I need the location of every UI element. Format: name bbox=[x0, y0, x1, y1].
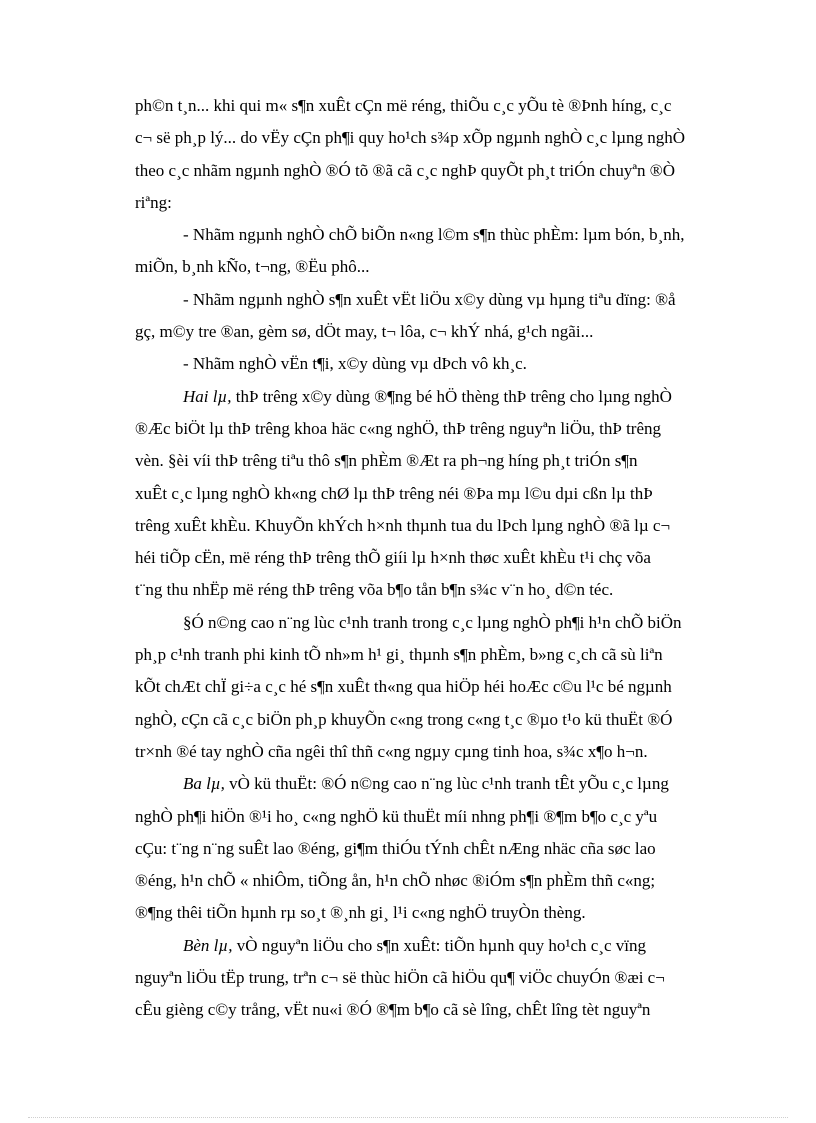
line-text: ®Æc biÖt lµ thÞ trêng khoa häc c«ng nghÖ, thÞ trêng nguyªn liÖu, thÞ trêng bbox=[135, 418, 662, 438]
text-line bbox=[135, 348, 765, 380]
line-text: riªng: bbox=[135, 192, 172, 212]
text-line bbox=[135, 187, 765, 219]
text-line bbox=[135, 962, 765, 994]
line-text: tr×nh ®é tay nghÒ cña ngêi thî thñ c«ng ngµy cµng tinh hoa, s¾c x¶o h¬n. bbox=[135, 741, 648, 761]
page-bottom-border bbox=[28, 1117, 788, 1118]
text-line bbox=[135, 478, 765, 510]
text-line bbox=[135, 122, 765, 154]
text-line bbox=[135, 930, 765, 962]
text-line bbox=[135, 155, 765, 187]
text-line bbox=[135, 381, 765, 413]
italic-lead: Ba lµ, bbox=[183, 774, 225, 794]
line-text: cÊu gièng c©y trång, vËt nu«i ®Ó ®¶m b¶o cã sè lîng, chÊt lîng tèt nguyªn bbox=[135, 1000, 651, 1020]
italic-lead: Hai lµ, bbox=[183, 386, 232, 406]
document-body bbox=[135, 90, 765, 1027]
text-line bbox=[135, 90, 765, 122]
text-line bbox=[135, 413, 765, 445]
text-line bbox=[135, 671, 765, 703]
text-line bbox=[135, 219, 765, 251]
text-line bbox=[135, 801, 765, 833]
text-line bbox=[135, 284, 765, 316]
text-line bbox=[135, 510, 765, 542]
text-line bbox=[135, 994, 765, 1026]
line-text: gç, m©y tre ®an, gèm sø, dÖt may, t¬ lôa, c¬ khÝ nhá, g¹ch ngãi... bbox=[135, 322, 594, 342]
line-text: miÕn, b¸nh kÑo, t¬ng, ®Ëu phô... bbox=[135, 257, 370, 277]
text-line bbox=[135, 833, 765, 865]
text-line bbox=[135, 865, 765, 897]
text-line bbox=[135, 639, 765, 671]
line-text: kÕt chÆt chÏ gi÷a c¸c hé s¶n xuÊt th«ng qua hiÖp héi hoÆc c©u l¹c bé ngµnh bbox=[135, 677, 672, 697]
italic-lead: Bèn lµ, bbox=[183, 935, 233, 955]
line-text: vèn. §èi víi thÞ trêng tiªu thô s¶n phÈm ®Æt ra ph¬ng híng ph¸t triÓn s¶n bbox=[135, 451, 638, 471]
line-text: nghÒ ph¶i hiÖn ®¹i ho¸ c«ng nghÖ kü thuËt míi nhng ph¶i ®¶m b¶o c¸c yªu bbox=[135, 806, 658, 826]
line-text: ®éng, h¹n chÕ « nhiÔm, tiÕng ån, h¹n chÕ nhøc ®iÓm s¶n phÈm thñ c«ng; bbox=[135, 871, 656, 891]
line-text: - Nhãm nghÒ vËn t¶i, x©y dùng vµ dÞch vô kh¸c. bbox=[183, 354, 527, 374]
line-text: thÞ trêng x©y dùng ®¶ng bé hÖ thèng thÞ trêng cho lµng nghÒ bbox=[231, 386, 672, 406]
text-line bbox=[135, 704, 765, 736]
text-line bbox=[135, 542, 765, 574]
line-text: héi tiÕp cËn, më réng thÞ trêng thÕ giíi lµ h×nh thøc xuÊt khÈu t¹i chç võa bbox=[135, 548, 651, 568]
text-line bbox=[135, 574, 765, 606]
line-text: - Nhãm ngµnh nghÒ chÕ biÕn n«ng l©m s¶n thùc phÈm: lµm bón, b¸nh, bbox=[183, 225, 685, 245]
text-line bbox=[135, 768, 765, 800]
line-text: trêng xuÊt khÈu. KhuyÕn khÝch h×nh thµnh tua du lÞch lµng nghÒ ®ã lµ c¬ bbox=[135, 515, 671, 535]
line-text: §Ó n©ng cao n¨ng lùc c¹nh tranh trong c¸c lµng nghÒ ph¶i h¹n chÕ biÖn bbox=[183, 612, 682, 632]
text-line bbox=[135, 445, 765, 477]
line-text: ph©n t¸n... khi qui m« s¶n xuÊt cÇn më réng, thiÕu c¸c yÕu tè ®Þnh híng, c¸c bbox=[135, 96, 672, 115]
text-line bbox=[135, 897, 765, 929]
text-line bbox=[135, 316, 765, 348]
line-text: nghÒ, cÇn cã c¸c biÖn ph¸p khuyÕn c«ng trong c«ng t¸c ®µo t¹o kü thuËt ®Ó bbox=[135, 709, 673, 729]
text-line bbox=[135, 736, 765, 768]
line-text: c¬ së ph¸p lý... do vËy cÇn ph¶i quy ho¹ch s¾p xÕp ngµnh nghÒ c¸c lµng nghÒ bbox=[135, 128, 686, 148]
line-text: ph¸p c¹nh tranh phi kinh tÕ nh»m h¹ gi¸ thµnh s¶n phÈm, b»ng c¸ch cã sù liªn bbox=[135, 645, 663, 665]
line-text: xuÊt c¸c lµng nghÒ kh«ng chØ lµ thÞ trêng néi ®Þa mµ l©u dµi cßn lµ thÞ bbox=[135, 483, 653, 503]
line-text: vÒ nguyªn liÖu cho s¶n xuÊt: tiÕn hµnh quy ho¹ch c¸c vïng bbox=[232, 935, 646, 955]
text-line bbox=[135, 251, 765, 283]
text-line bbox=[135, 607, 765, 639]
line-text: vÒ kü thuËt: ®Ó n©ng cao n¨ng lùc c¹nh tranh tÊt yÕu c¸c lµng bbox=[224, 774, 669, 794]
line-text: theo c¸c nhãm ngµnh nghÒ ®Ó tõ ®ã cã c¸c nghÞ quyÕt ph¸t triÓn chuyªn ®Ò bbox=[135, 160, 675, 180]
line-text: cÇu: t¨ng n¨ng suÊt lao ®éng, gi¶m thiÓu tÝnh chÊt nÆng nhäc cña søc lao bbox=[135, 838, 656, 858]
line-text: nguyªn liÖu tËp trung, trªn c¬ së thùc hiÖn cã hiÖu qu¶ viÖc chuyÓn ®æi c¬ bbox=[135, 968, 665, 988]
line-text: t¨ng thu nhËp më réng thÞ trêng võa b¶o tån b¶n s¾c v¨n ho¸ d©n téc. bbox=[135, 580, 614, 600]
line-text: ®¶ng thêi tiÕn hµnh rµ so¸t ®¸nh gi¸ l¹i c«ng nghÖ truyÒn thèng. bbox=[135, 903, 586, 923]
line-text: - Nhãm ngµnh nghÒ s¶n xuÊt vËt liÖu x©y dùng vµ hµng tiªu dïng: ®å bbox=[183, 289, 676, 309]
